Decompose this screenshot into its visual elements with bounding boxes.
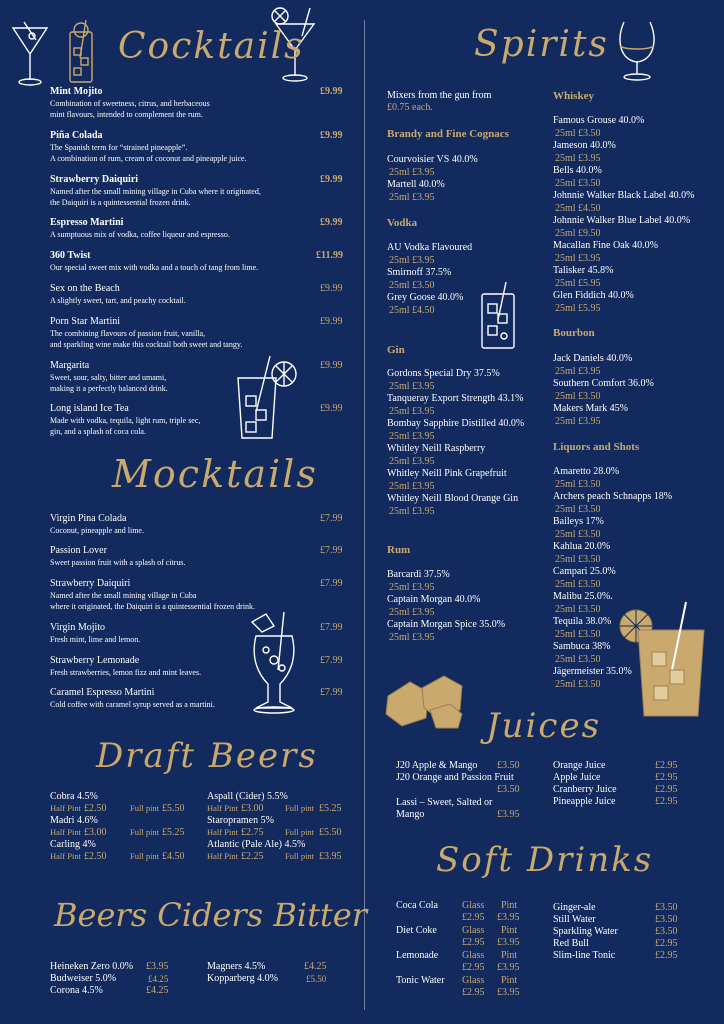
juice-price: £2.95 [655, 772, 678, 783]
vodka-heading: Vodka [387, 217, 418, 229]
draft-beer-item [207, 839, 357, 863]
gin-heading: Gin [387, 344, 405, 356]
item-price: £7.99 [320, 513, 343, 524]
vodka-list: AU Vodka Flavoured 25ml £3.95 Smirnoff 37.5% 25ml £3.50 Grey Goose 40.0% 25ml £4.50 [387, 242, 473, 316]
item-name: Porn Star Martini [50, 316, 120, 327]
pint-price: £3.95 [497, 912, 520, 923]
juice-name: Orange Juice [553, 760, 606, 771]
item-price: £11.99 [316, 250, 343, 261]
item-name: Strawberry Daiquiri [50, 174, 139, 185]
item-price: £7.99 [320, 578, 343, 589]
soft-drink-name: Ginger-ale [553, 902, 596, 913]
juice-name-line2: Mango [396, 809, 425, 820]
item-description: Fresh mint, lime and lemon. [50, 635, 141, 644]
item-name: Margarita [50, 360, 90, 371]
draft-beer-item [50, 839, 200, 863]
item-description: The combining flavours of passion fruit, vanilla, and sparkling wine make this cocktail both sweet and tangy. [50, 329, 243, 349]
item-name: Caramel Espresso Martini [50, 687, 155, 698]
beer-name: Atlantic (Pale Ale) 4.5% [207, 839, 306, 850]
draft-beer-item [207, 791, 357, 815]
draft-beers-heading: Draft Beers [96, 736, 318, 776]
beer-name: Carling 4% [50, 839, 96, 850]
beer-prices: Half Pint £3.00 Full pint £5.25 [207, 803, 342, 814]
bourbon-heading: Bourbon [553, 327, 595, 339]
item-description: Our special sweet mix with vodka and a touch of tang from lime. [50, 263, 259, 272]
item-description: Cold coffee with caramel syrup served as a martini. [50, 700, 215, 709]
draft-beer-item [50, 815, 200, 839]
whiskey-heading: Whiskey [553, 90, 594, 102]
soft-drink-price: £3.50 [655, 926, 678, 937]
brandy-glass-icon [612, 16, 662, 86]
item-name: Long island Ice Tea [50, 403, 129, 414]
item-name: Piña Colada [50, 130, 103, 141]
item-name: Virgin Mojito [50, 622, 106, 633]
beer-prices: Half Pint £2.50 Full pint £4.50 [50, 851, 185, 862]
pint-label: Pint [501, 950, 518, 961]
pint-price: £3.95 [497, 962, 520, 973]
draft-beer-item [50, 791, 200, 815]
highball-glass-icon [64, 18, 100, 88]
item-name: Strawberry Lemonade [50, 655, 140, 666]
bottle-name: Corona 4.5% [50, 985, 103, 996]
item-name: Sex on the Beach [50, 283, 120, 294]
soft-drink-name: Slim-line Tonic [553, 950, 616, 961]
brandy-heading: Brandy and Fine Cognacs [387, 128, 509, 140]
item-price: £7.99 [320, 687, 343, 698]
item-price: £9.99 [320, 360, 343, 371]
column-divider [364, 20, 365, 1010]
item-description: Named after the small mining village in Cuba where it originated, the Daiquiri is a quintessential frozen drink. [50, 591, 256, 611]
item-description: Fresh strawberries, lemon fizz and mint leaves. [50, 668, 202, 677]
whiskey-list: Famous Grouse 40.0% 25ml £3.50 Jameson 40.0% 25ml £3.95 Bells 40.0% 25ml £3.50 Johnnie Walker Black Label 40.0% 25ml £4.50 Johnnie Walker Blue Label 40.0% 25ml £9.50 Macallan Fine Oak 40.0% 25ml £3.95 Talisker 45.8% 25ml £5.95 Glen Fiddich 40.0% 25ml £5.95 [553, 115, 695, 314]
item-description: A slightly sweet, tart, and peachy cocktail. [50, 296, 186, 305]
pint-price: £3.95 [497, 937, 520, 948]
bottle-name: Heineken Zero 0.0% [50, 961, 134, 972]
item-price: £9.99 [320, 316, 343, 327]
glass-label: Glass [462, 900, 485, 911]
soft-drink-price: £2.95 [655, 950, 678, 961]
juice-price: £2.95 [655, 760, 678, 771]
pint-label: Pint [501, 900, 518, 911]
juice-name: Pineapple Juice [553, 796, 616, 807]
juice-price: £3.50 [497, 760, 520, 771]
item-description: Sweet, sour, salty, bitter and umami, making it a perfectly balanced drink. [50, 373, 168, 393]
item-description: The Spanish term for “strained pineapple”. A combination of rum, cream of coconut and pineapple juice. [50, 143, 247, 163]
mixers-note: Mixers from the gun from £0.75 each. [387, 90, 492, 113]
beer-name: Staropramen 5% [207, 815, 274, 826]
beer-name: Cobra 4.5% [50, 791, 98, 802]
bottle-price: £4.25 [146, 985, 169, 996]
juice-name: Apple Juice [553, 772, 601, 783]
gin-list: Gordons Special Dry 37.5% 25ml £3.95 Tanqueray Export Strength 43.1% 25ml £3.95 Bombay Sapphire Distilled 40.0% 25ml £3.95 Whitley Neill Raspberry 25ml £3.95 Whitley Neill Pink Grapefruit 25ml £3.95 Whitley Neill Blood Orange Gin 25ml £3.95 [387, 368, 525, 517]
soft-drink-name: Diet Coke [396, 925, 437, 936]
liquors-list: Amaretto 28.0% 25ml £3.50 Archers peach Schnapps 18% 25ml £3.50 Baileys 17% 25ml £3.50 Kahlua 20.0% 25ml £3.50 Campari 25.0% 25ml £3.50 Malibu 25.0%. 25ml £3.50 Tequila 38.0% 25ml £3.50 Sambuca 38% 25ml £3.50 Jägermeister 35.0% 25ml £3.50 [553, 466, 673, 690]
juice-price: £2.95 [655, 796, 678, 807]
item-price: £9.99 [320, 283, 343, 294]
glass-price: £2.95 [462, 912, 485, 923]
juice-name: J20 Orange and Passion Fruit [396, 772, 514, 783]
bottle-price: £3.95 [146, 961, 169, 972]
item-price: £7.99 [320, 622, 343, 633]
item-name: Strawberry Daiquiri [50, 578, 131, 589]
beer-name: Madri 4.6% [50, 815, 98, 826]
pint-label: Pint [501, 925, 518, 936]
spirits-heading: Spirits [474, 24, 609, 65]
beer-prices: Half Pint £3.00 Full pint £5.25 [50, 827, 185, 838]
item-name: 360 Twist [50, 250, 91, 261]
item-name: Mint Mojito [50, 86, 103, 97]
bottle-price: £4.25 [148, 974, 169, 984]
soft-drink-name: Lemonade [396, 950, 439, 961]
juice-name: J20 Apple & Mango [396, 760, 478, 771]
martini-glass-icon [10, 20, 50, 90]
bottle-name: Budweiser 5.0% [50, 973, 117, 984]
juices-heading: Juices [486, 706, 602, 746]
glass-price: £2.95 [462, 987, 485, 998]
item-price: £9.99 [320, 130, 343, 141]
item-price: £7.99 [320, 545, 343, 556]
item-description: A sumptuous mix of vodka, coffee liqueur and espresso. [50, 230, 230, 239]
mocktails-heading: Mocktails [112, 452, 318, 496]
item-price: £9.99 [320, 217, 343, 228]
soft-drink-name: Still Water [553, 914, 596, 925]
beer-name: Aspall (Cider) 5.5% [207, 791, 288, 802]
item-description: Sweet passion fruit with a splash of citrus. [50, 558, 186, 567]
soft-drink-name: Tonic Water [396, 975, 445, 986]
rum-list: Barcardi 37.5% 25ml £3.95 Captain Morgan 40.0% 25ml £3.95 Captain Morgan Spice 35.0% 25ml £3.95 [387, 569, 506, 643]
glass-label: Glass [462, 950, 485, 961]
bottle-name: Kopparberg 4.0% [207, 973, 278, 984]
soft-drink-name: Sparkling Water [553, 926, 618, 937]
liquors-heading: Liquors and Shots [553, 441, 640, 453]
rum-heading: Rum [387, 544, 411, 556]
item-price: £9.99 [320, 174, 343, 185]
soft-drinks-heading: Soft Drinks [436, 840, 654, 880]
beer-prices: Half Pint £2.75 Full pint £5.50 [207, 827, 342, 838]
soft-drink-price: £2.95 [655, 938, 678, 949]
bourbon-list: Jack Daniels 40.0% 25ml £3.95 Southern Comfort 36.0% 25ml £3.50 Makers Mark 45% 25ml £3.95 [553, 353, 654, 427]
bottle-name: Magners 4.5% [207, 961, 266, 972]
pint-price: £3.95 [497, 987, 520, 998]
juice-price: £3.95 [497, 809, 520, 820]
beer-prices: Half Pint £2.50 Full pint £5.50 [50, 803, 185, 814]
item-description: Named after the small mining village in Cuba where it originated, the Daiquiri is a quintessential frozen drink. [50, 187, 261, 207]
item-description: Combination of sweetness, citrus, and herbaceous mint flavours, intended to complement the rum. [50, 99, 210, 119]
item-name: Virgin Pina Colada [50, 513, 127, 524]
item-name: Passion Lover [50, 545, 107, 556]
draft-beer-item [207, 815, 357, 839]
item-name: Espresso Martini [50, 217, 124, 228]
item-description: Made with vodka, tequila, light rum, triple sec, gin, and a splash of coca cola. [50, 416, 201, 436]
ice-cubes-icon [382, 672, 464, 730]
brandy-list: Courvoisier VS 40.0% 25ml £3.95 Martell 40.0% 25ml £3.95 [387, 154, 478, 203]
juice-name: Lassi – Sweet, Salted or [396, 797, 493, 808]
item-price: £9.99 [320, 403, 343, 414]
glass-label: Glass [462, 925, 485, 936]
soft-drink-name: Coca Cola [396, 900, 438, 911]
glass-label: Glass [462, 975, 485, 986]
beer-prices: Half Pint £2.25 Full pint £3.95 [207, 851, 342, 862]
beers-ciders-bitter-heading: Beers Ciders Bitter [54, 896, 368, 934]
pint-label: Pint [501, 975, 518, 986]
glass-price: £2.95 [462, 962, 485, 973]
soft-drink-price: £3.50 [655, 914, 678, 925]
cocktails-heading: Cocktails [118, 26, 305, 67]
item-description: Coconut, pineapple and lime. [50, 526, 144, 535]
bottle-price: £5.50 [306, 974, 327, 984]
juice-name: Cranberry Juice [553, 784, 617, 795]
item-price: £7.99 [320, 655, 343, 666]
juice-price: £3.50 [497, 784, 520, 795]
juice-price: £2.95 [655, 784, 678, 795]
glass-price: £2.95 [462, 937, 485, 948]
soft-drink-price: £3.50 [655, 902, 678, 913]
bottle-price: £4.25 [304, 961, 327, 972]
soft-drink-name: Red Bull [553, 938, 589, 949]
item-price: £9.99 [320, 86, 343, 97]
